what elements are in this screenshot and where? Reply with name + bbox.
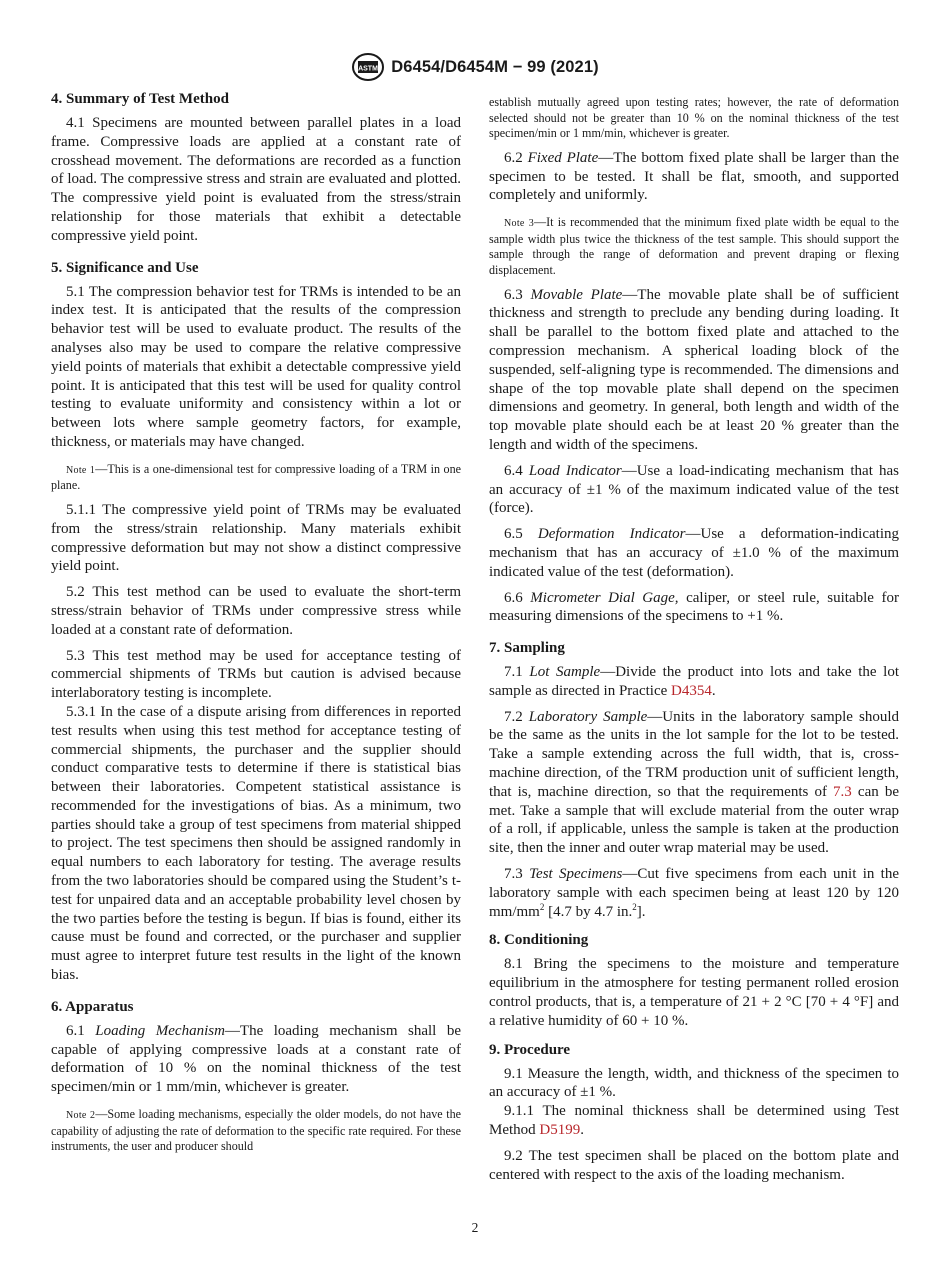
note-3-label: Note 3 (504, 218, 534, 230)
paragraph-6-1 (51, 1022, 461, 1097)
section-heading-7: 7. Sampling (489, 640, 565, 657)
paragraph-7-2-end: can be met. Take a sample that will exclude material from the outer wrap of a roll, if applicable, unless the sample is taken at the production site, then the inner and outer wrap material may be used. (489, 783, 899, 857)
paragraph-6-5 (489, 525, 899, 581)
paragraph-6-2 (489, 149, 899, 205)
paragraph-6-3-text: —The movable plate shall be of sufficient thickness and strength to preclude any bending during loading. It shall be parallel to the bottom fixed plate and attached to the compression mechanism. A spherical loading block of the suspended, self-aligning type is recommended. The dimensions and shape of the top movable plate shall depend on the specimen dimensions and geometry. In general, both length and width of the top movable plate should each be at least 20 % greater than the length and width of the specimens. (489, 286, 899, 453)
term-movable-plate: Movable Plate (530, 286, 623, 303)
paragraph-7-1-end: . (711, 682, 716, 699)
superscript-2b: 2 (632, 901, 637, 912)
paragraph-6-4-text: —Use a load-indicating mechanism that has an accuracy of ±1 % of the maximum indicated value of the test (force). (489, 462, 899, 517)
paragraph-9-1-1-text: 9.1.1 The nominal thickness shall be determined using Test Method (489, 1103, 899, 1139)
page-number: 2 (471, 1220, 479, 1235)
paragraph-9-1: 9.1 Measure the length, width, and thickness of the specimen to an accuracy of ±1 %. (489, 1065, 899, 1101)
paragraph-4-1: 4.1 Specimens are mounted between parallel plates in a load frame. Compressive loads are applied at a constant rate of crosshead movement. The deformations are recorded as a function of load. The compressive stress and strain are evaluated and plotted. The compressive yield point is evaluated from the stress/strain relationship for those materials that exhibit a detectable compressive yield point. (51, 115, 461, 244)
paragraph-7-2-number: 7.2 (504, 708, 523, 725)
paragraph-6-6-number: 6.6 (504, 589, 523, 606)
paragraph-5-1: 5.1 The compression behavior test for TRMs is intended to be an index test. It is anticipated that the results of the compression behavior test will be used to evaluate product. The results of the analyses also may be used to compare the relative compressive yield points of materials that exhibit a detectable compressive yield point. It is anticipated that this test will be used for quality control testing to evaluate uniformity and consistency within a lot or between lots where sample geometry factors, for example, thickness, or materials may have changed. (51, 283, 461, 450)
paragraph-7-1-number: 7.1 (504, 664, 523, 681)
term-lot-sample: Lot Sample (529, 664, 601, 681)
term-load-indicator: Load Indicator (528, 462, 622, 479)
section-heading-5: 5. Significance and Use (51, 259, 199, 276)
term-fixed-plate: Fixed Plate (527, 149, 599, 166)
paragraph-5-2: 5.2 This test method can be used to evaluate the short-term stress/strain behavior of TRMs under compressive stress while loaded at a constant rate of deformation. (51, 584, 461, 638)
astm-logo-icon (351, 52, 385, 82)
note-1 (51, 462, 461, 494)
note-1-label: Note 1 (66, 464, 96, 476)
paragraph-7-2-text: —Units in the laboratory sample should be the same as the units in the lot sample for the lot to be tested. Take a sample extending across the full width, that is, cross-machine direction, of the TRM production unit of sufficient length, that is, machine direction, so that the requirements of (489, 708, 899, 800)
note-2-text: —Some loading mechanisms, especially the older models, do not have the capability of adjusting the rate of deformation to the specific rate required. For these instruments, the user and producer should (51, 1107, 461, 1154)
paragraph-9-1-1 (489, 1102, 899, 1140)
paragraph-9-2: 9.2 The test specimen shall be placed on the bottom plate and centered with respect to the axis of the loading mechanism. (489, 1147, 899, 1183)
paragraph-5-3: 5.3 This test method may be used for acceptance testing of commercial shipments of TRMs but caution is advised because interlaboratory testing is incomplete. (51, 647, 461, 702)
note-3 (489, 215, 899, 278)
paragraph-9-1-1-end: . (580, 1122, 585, 1139)
term-loading-mechanism: Loading Mechanism (95, 1022, 225, 1039)
paragraph-7-3-mid: [4.7 by 4.7 in. (544, 903, 633, 920)
paragraph-6-1-number: 6.1 (66, 1022, 85, 1039)
paragraph-7-3-end: ]. (636, 903, 646, 920)
paragraph-7-1-text: —Divide the product into lots and take the lot sample as directed in Practice (489, 664, 900, 699)
paragraph-6-2-text: —The bottom fixed plate shall be larger than the specimen to be tested. It shall be flat, smooth, and supported completely and uniformly. (489, 149, 900, 204)
paragraph-6-4 (489, 462, 899, 518)
paragraph-6-1-text: —The loading mechanism shall be capable of applying compressive loads at a constant rate of deformation of 10 % on the nominal thickness of the test specimen/min or 1 mm/min, whichever is greater. (51, 1022, 461, 1096)
paragraph-7-3 (489, 865, 899, 921)
section-heading-4: 4. Summary of Test Method (51, 91, 229, 107)
paragraph-6-6-text: caliper, or steel rule, suitable for measuring dimensions of the specimens to +1 %. (489, 589, 899, 625)
paragraph-8-1: 8.1 Bring the specimens to the moisture and temperature equilibrium in the atmosphere for testing permanent rolled erosion control products, that is, a temperature of 21 + 2 °C [70 + 4 °F] and a relative humidity of 60 + 10 %. (489, 956, 899, 1029)
paragraph-7-1 (489, 663, 899, 701)
term-deformation-indicator: Deformation Indicator (537, 526, 686, 543)
term-test-specimens: Test Specimens (529, 866, 623, 883)
term-micrometer-dial-gage: Micrometer Dial Gage, (530, 589, 679, 606)
paragraph-6-6 (489, 589, 899, 627)
logo-text: ASTM (358, 65, 379, 73)
paragraph-6-4-number: 6.4 (504, 462, 523, 479)
note-3-text: —It is recommended that the minimum fixed plate width be equal to the sample width plus twice the thickness of the test sample. This should support the sample through the range of deformation and prevent draping or flexing displacement. (489, 215, 899, 277)
note-2 (51, 1107, 461, 1155)
section-heading-6: 6. Apparatus (51, 998, 134, 1015)
note-2-continued: establish mutually agreed upon testing rates; however, the rate of deformation selected should not be greater than 10 % on the nominal thickness of the test specimen/min or 1 mm/min, whichever is greater. (489, 95, 899, 141)
left-column (51, 90, 461, 1155)
link-d5199[interactable]: D5199 (539, 1122, 581, 1139)
paragraph-7-3-number: 7.3 (504, 866, 523, 883)
paragraph-7-2 (489, 708, 899, 858)
note-1-text: —This is a one-dimensional test for compressive loading of a TRM in one plane. (51, 461, 461, 493)
paragraph-5-1-1: 5.1.1 The compressive yield point of TRMs may be evaluated from the stress/strain relationship. Many materials exhibit compressive deformation but may not show a distinct compressive yield point. (51, 501, 461, 575)
section-heading-8: 8. Conditioning (489, 932, 589, 949)
link-section-7-3[interactable]: 7.3 (833, 783, 852, 800)
superscript-2a: 2 (539, 901, 545, 912)
right-column (489, 95, 899, 1184)
term-laboratory-sample: Laboratory Sample (528, 708, 648, 725)
link-d4354[interactable]: D4354 (671, 682, 712, 699)
paragraph-7-3-text: —Cut five specimens from each unit in the laboratory sample with each specimen being at least 120 by 120 mm/mm (489, 866, 900, 920)
paragraph-6-3 (489, 286, 899, 455)
page-header (0, 52, 950, 82)
paragraph-6-2-number: 6.2 (504, 149, 523, 166)
paragraph-6-3-number: 6.3 (504, 286, 523, 303)
section-heading-9: 9. Procedure (489, 1041, 571, 1058)
paragraph-5-3-1: 5.3.1 In the case of a dispute arising from differences in reported test results when using this test method for acceptance testing of commercial shipments, the purchaser and the supplier should conduct comparative tests to determine if there is statistical bias between their laboratories. Competent statistical assistance is recommended for the investigations of bias. As a minimum, two parties should take a group of test specimens from material shipped to project. The test specimens then should be assigned randomly in equal numbers to each laboratory for testing. The average results from the two laboratories should be compared using the Student’s t-test for unpaired data and an acceptable probability level chosen by the two parties before the testing is begun. If bias is found, either its cause must be found and corrected, or the purchaser and supplier must agree to interpret future test results in the light of the known bias. (51, 703, 461, 984)
paragraph-6-5-text: —Use a deformation-indicating mechanism that has an accuracy of ±1.0 % of the maximum indicated value of the test (deformation). (489, 526, 899, 580)
standard-designation: D6454/D6454M − 99 (2021) (391, 57, 599, 76)
note-2-label: Note 2 (66, 1110, 96, 1122)
paragraph-6-5-number: 6.5 (504, 526, 523, 543)
